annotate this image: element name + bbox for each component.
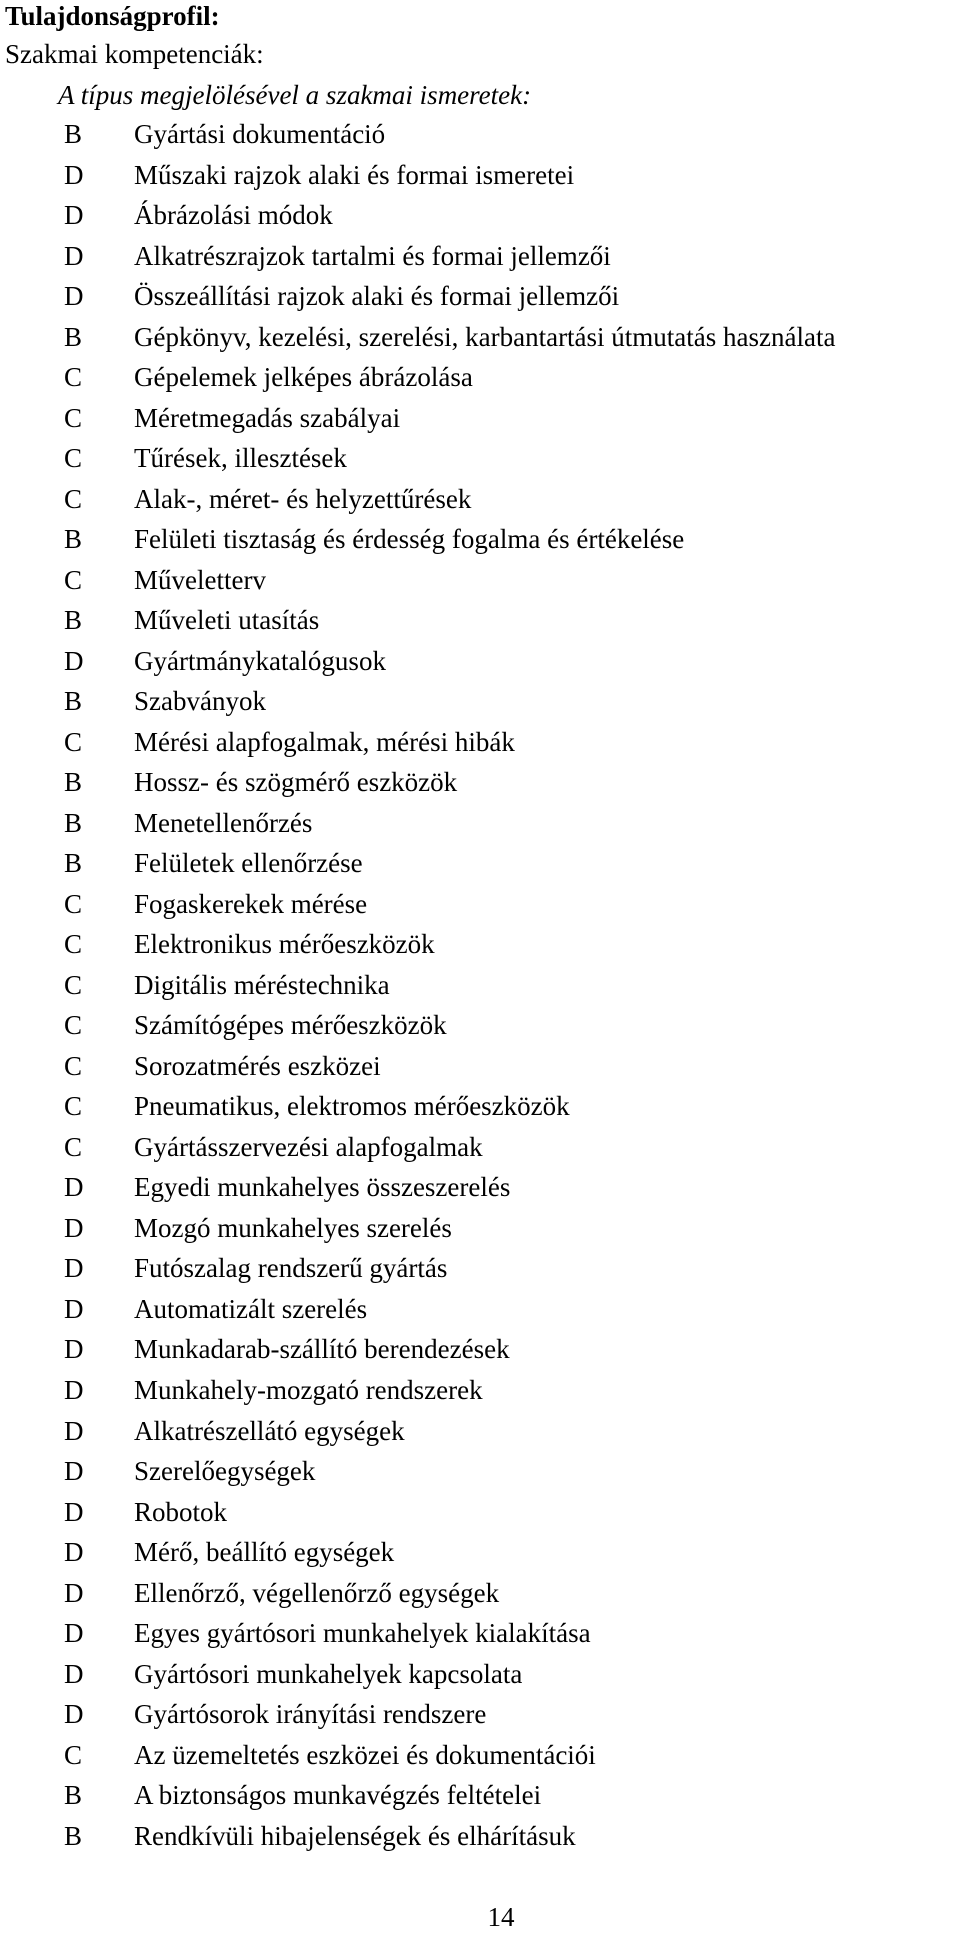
competency-text: Gépelemek jelképes ábrázolása — [134, 362, 473, 393]
competency-text: Gyártósori munkahelyek kapcsolata — [134, 1658, 523, 1689]
competency-row — [0, 317, 960, 358]
competency-row — [0, 155, 960, 196]
competency-row — [0, 438, 960, 479]
competency-text: Sorozatmérés eszközei — [134, 1050, 381, 1081]
competency-text: Gyártmánykatalógusok — [134, 645, 386, 676]
competency-level: B — [64, 686, 83, 717]
competency-text: Alkatrészrajzok tartalmi és formai jellemzői — [134, 240, 611, 271]
competency-level: C — [64, 1091, 83, 1122]
competency-row — [0, 195, 960, 236]
competency-text: Alak-, méret- és helyzettűrések — [134, 483, 472, 514]
competency-text: Egyedi munkahelyes összeszerelés — [134, 1172, 511, 1203]
competency-text: Ellenőrző, végellenőrző egységek — [134, 1577, 500, 1608]
competency-level: C — [64, 443, 83, 474]
competency-list — [0, 114, 960, 1856]
competency-row — [0, 843, 960, 884]
competency-text: Pneumatikus, elektromos mérőeszközök — [134, 1091, 570, 1122]
competency-level: B — [64, 848, 83, 879]
competency-level: D — [64, 1293, 84, 1324]
competency-text: Automatizált szerelés — [134, 1293, 368, 1324]
competency-row — [0, 722, 960, 763]
competency-text: Elektronikus mérőeszközök — [134, 929, 435, 960]
competency-row — [0, 600, 960, 641]
competency-row — [0, 641, 960, 682]
competency-row — [0, 803, 960, 844]
competency-level: B — [64, 1820, 83, 1851]
competency-level: B — [64, 119, 83, 149]
competency-text: Robotok — [134, 1496, 228, 1527]
competency-row — [0, 965, 960, 1006]
competency-row — [0, 1816, 960, 1857]
competency-text: Menetellenőrzés — [134, 807, 313, 838]
competency-row — [0, 762, 960, 803]
competency-level: D — [64, 645, 84, 676]
competency-level: C — [64, 726, 83, 757]
competency-text: Digitális méréstechnika — [134, 969, 390, 1000]
competency-level: D — [64, 1537, 84, 1568]
competency-text: Mérési alapfogalmak, mérési hibák — [134, 726, 515, 757]
competency-row — [0, 884, 960, 925]
competency-row — [0, 1775, 960, 1816]
competency-row — [0, 1735, 960, 1776]
competency-row — [0, 519, 960, 560]
competency-text: Szabványok — [134, 686, 266, 717]
competency-row — [0, 924, 960, 965]
competency-text: Gyártósorok irányítási rendszere — [134, 1699, 487, 1730]
competency-level: B — [64, 321, 83, 352]
competency-row — [0, 1248, 960, 1289]
competency-level: D — [64, 1456, 84, 1487]
competency-text: Felületi tisztaság és érdesség fogalma és értékelése — [134, 524, 685, 555]
competency-text: Munkadarab-szállító berendezések — [134, 1334, 510, 1365]
competency-text: Futószalag rendszerű gyártás — [134, 1253, 448, 1284]
competency-level: C — [64, 362, 83, 393]
competency-level: D — [64, 200, 84, 231]
competency-text: Műveletterv — [134, 564, 266, 595]
competency-level: C — [64, 483, 83, 514]
competency-row — [0, 1573, 960, 1614]
competency-text: Összeállítási rajzok alaki és formai jellemzői — [134, 281, 620, 312]
competency-level: D — [64, 1618, 84, 1649]
competency-level: C — [64, 1739, 83, 1770]
competency-text: Munkahely-mozgató rendszerek — [134, 1374, 483, 1405]
competency-level: D — [64, 1212, 84, 1243]
competency-text: Műveleti utasítás — [134, 605, 320, 636]
competency-level: D — [64, 1253, 84, 1284]
competency-text: Felületek ellenőrzése — [134, 848, 363, 879]
competency-level: D — [64, 281, 84, 312]
competency-row — [0, 1046, 960, 1087]
competency-row — [0, 479, 960, 520]
competency-row — [0, 398, 960, 439]
competency-text: Ábrázolási módok — [134, 200, 333, 231]
competency-row — [0, 1492, 960, 1533]
competency-level: D — [64, 1172, 84, 1203]
competency-level: D — [64, 1577, 84, 1608]
competency-row — [0, 1451, 960, 1492]
competency-row — [0, 560, 960, 601]
competency-row — [0, 1613, 960, 1654]
competency-level: C — [64, 402, 83, 433]
competency-level: C — [64, 1050, 83, 1081]
competency-text: Gyártásszervezési alapfogalmak — [134, 1131, 483, 1162]
competency-row — [0, 1167, 960, 1208]
competency-text: Alkatrészellátó egységek — [134, 1415, 405, 1446]
competency-level: D — [64, 1415, 84, 1446]
competency-row — [0, 1694, 960, 1735]
competency-row — [0, 1208, 960, 1249]
competency-row — [0, 1370, 960, 1411]
competency-level: D — [64, 240, 84, 271]
competency-level: B — [64, 605, 83, 636]
competency-row — [0, 1411, 960, 1452]
competency-level: C — [64, 1010, 83, 1041]
competency-text: Gépkönyv, kezelési, szerelési, karbantartási útmutatás használata — [134, 321, 836, 352]
competency-row — [0, 1086, 960, 1127]
competency-level: B — [64, 807, 83, 838]
competency-level: C — [64, 929, 83, 960]
competency-level: D — [64, 1658, 84, 1689]
competency-level: C — [64, 1131, 83, 1162]
competency-text: Mozgó munkahelyes szerelés — [134, 1212, 452, 1243]
competency-level: C — [64, 888, 83, 919]
competency-text: A biztonságos munkavégzés feltételei — [134, 1780, 542, 1811]
competency-row — [0, 1005, 960, 1046]
competency-text: Méretmegadás szabályai — [134, 402, 401, 433]
competency-row — [0, 1532, 960, 1573]
competency-text: Fogaskerekek mérése — [134, 888, 368, 919]
competency-level: D — [64, 1496, 84, 1527]
competency-text: Tűrések, illesztések — [134, 443, 347, 474]
competency-text: Hossz- és szögmérő eszközök — [134, 767, 458, 798]
competency-level: C — [64, 564, 83, 595]
competency-text: Rendkívüli hibajelenségek és elhárításuk — [134, 1820, 576, 1851]
competency-level: B — [64, 767, 83, 798]
competency-row — [0, 357, 960, 398]
competency-row — [0, 1329, 960, 1370]
competency-text: Gyártási dokumentáció — [134, 119, 386, 149]
competency-text: Számítógépes mérőeszközök — [134, 1010, 447, 1041]
competency-row — [0, 681, 960, 722]
profile-title: Tulajdonságprofil: — [5, 1, 220, 31]
competency-row — [0, 114, 960, 155]
competency-row — [0, 236, 960, 277]
competency-text: Szerelőegységek — [134, 1456, 316, 1487]
competency-level: C — [64, 969, 83, 1000]
competency-level: D — [64, 1334, 84, 1365]
competency-text: Az üzemeltetés eszközei és dokumentációi — [134, 1739, 596, 1770]
competency-level: D — [64, 1699, 84, 1730]
competency-row — [0, 1127, 960, 1168]
competency-text: Egyes gyártósori munkahelyek kialakítása — [134, 1618, 591, 1649]
competency-level: D — [64, 1374, 84, 1405]
list-intro: A típus megjelölésével a szakmai ismeretek: — [58, 80, 532, 110]
competency-row — [0, 1654, 960, 1695]
competency-text: Műszaki rajzok alaki és formai ismeretei — [134, 159, 575, 190]
competency-text: Mérő, beállító egységek — [134, 1537, 395, 1568]
competency-level: B — [64, 524, 83, 555]
page-number: 14 — [487, 1902, 515, 1932]
section-subtitle: Szakmai kompetenciák: — [5, 39, 264, 69]
competency-row — [0, 1289, 960, 1330]
competency-level: B — [64, 1780, 83, 1811]
competency-level: D — [64, 159, 84, 190]
competency-row — [0, 276, 960, 317]
